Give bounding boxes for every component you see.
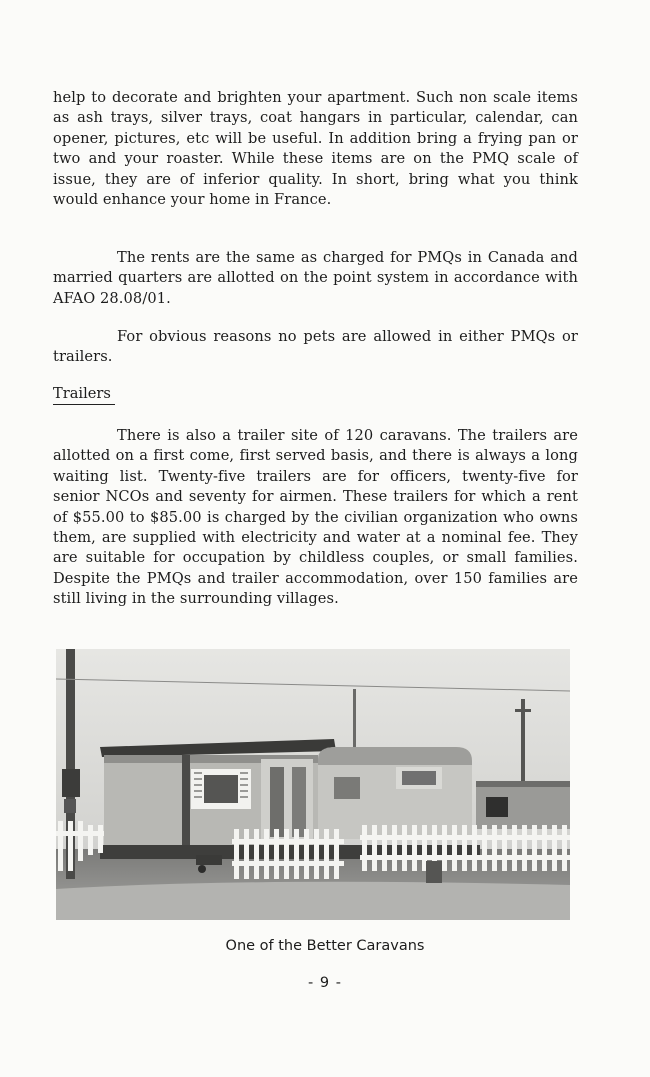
paragraph-rents: The rents are the same as charged for PMQs in Canada and married quarters are allotted on the point system in accordance with AFAO 28.08/01. bbox=[53, 249, 578, 307]
paragraph-trailer-site: There is also a trailer site of 120 caravans. The trailers are allotted on a first come, first served basis, and there is always a long waiting list. Twenty-five trailers are for officers, twenty-five for senior NCOs and seventy for airmen. These trailers for which a rent of $55.00 to $85.00 is charged by the civilian organization who owns them, are supplied with electricity and water at a nominal fee. They are suitable for occupation by childless couples, or small families. Despite the PMQs and trailer accommodation, over 150 families are still living in the surrounding villages. bbox=[53, 427, 578, 608]
photo-caption: One of the Better Caravans bbox=[225, 938, 425, 954]
caravan-photo bbox=[56, 649, 570, 920]
caravan-photo-illustration bbox=[56, 649, 570, 920]
paragraph-pets: For obvious reasons no pets are allowed in either PMQs or trailers. bbox=[53, 328, 578, 366]
section-heading-trailers: Trailers bbox=[53, 384, 115, 405]
paragraph-furnishings: help to decorate and brighten your apartment. Such non scale items as ash trays, silver trays, coat hangars in particular, calendar, can opener, pictures, etc will be useful. In addition bring a frying pan or two and your roaster. While these items are on the PMQ scale of issue, they are of inferior quality. In short, bring what you think would enhance your home in France. bbox=[53, 89, 578, 209]
page-number: - 9 - bbox=[308, 975, 342, 991]
